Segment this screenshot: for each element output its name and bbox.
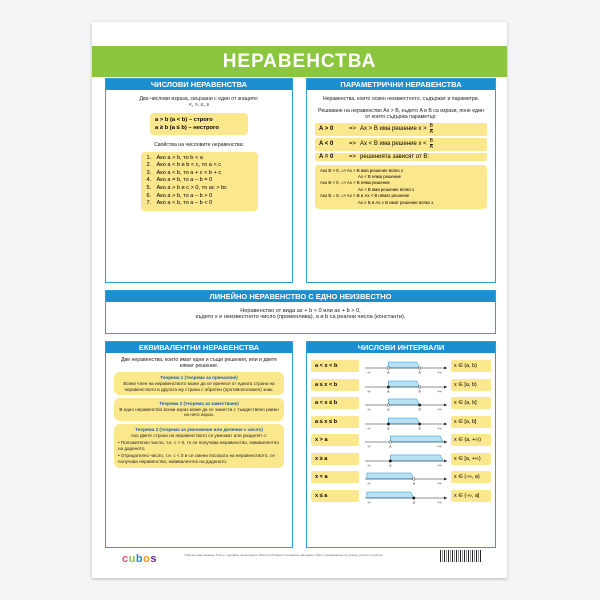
case-arrow: => bbox=[349, 126, 357, 133]
number-line bbox=[361, 469, 449, 485]
case-result: Ax < B има решение x < bbox=[360, 141, 427, 148]
axis-arrow bbox=[444, 478, 447, 481]
prop-text: Ако a < b, то a + c < b + c bbox=[156, 169, 222, 176]
tick-plus-infinity: +∞ bbox=[437, 481, 442, 486]
numeric-panel bbox=[105, 78, 293, 283]
prop-item bbox=[147, 177, 252, 185]
prop-text: Ако a > b, то b < a bbox=[156, 154, 203, 161]
interval-shade bbox=[367, 492, 414, 498]
interval-row bbox=[311, 357, 491, 376]
prop-number: 2. bbox=[146, 162, 152, 169]
nonstrict-line: a ≥ b (a ≤ b) – нестрого bbox=[155, 125, 219, 132]
linear-panel bbox=[105, 290, 496, 334]
number-line bbox=[361, 414, 449, 430]
case-condition: A > 0 bbox=[319, 126, 334, 133]
interval-result: x ∈ (a, +∞) bbox=[451, 434, 491, 446]
cubos-logo bbox=[122, 553, 157, 565]
case-fraction bbox=[430, 124, 433, 135]
tick-a: a bbox=[389, 443, 392, 449]
tick-b: b bbox=[418, 406, 421, 412]
logo-letter: b bbox=[135, 553, 144, 565]
interval-label: x < a bbox=[311, 471, 359, 483]
tick-plus-infinity: +∞ bbox=[437, 370, 442, 375]
interval-row bbox=[311, 468, 491, 487]
logo-letter: c bbox=[122, 553, 129, 565]
case-condition: A = 0 bbox=[319, 153, 334, 160]
fraction-denominator: A bbox=[429, 143, 434, 150]
prop-number: 4. bbox=[146, 177, 152, 184]
number-line-svg bbox=[361, 395, 449, 411]
cases-list bbox=[307, 123, 495, 161]
interval-row bbox=[311, 450, 491, 469]
numeric-signs: <, >, ≤, ≥ bbox=[188, 102, 210, 109]
case-condition: A < 0 bbox=[319, 141, 334, 148]
number-line bbox=[361, 432, 449, 448]
prop-item bbox=[147, 162, 252, 170]
logo-letter: u bbox=[128, 553, 136, 565]
tick-minus-infinity: -∞ bbox=[366, 463, 371, 467]
parametric-intro: Неравенства, които освен неизвестното, съдържат и параметри. bbox=[322, 96, 480, 102]
interval-row bbox=[311, 376, 491, 395]
number-line bbox=[361, 488, 449, 504]
subcase-line: Ако B = 0, => Ax > B и Ax < B нямат решение bbox=[320, 193, 410, 199]
axis-arrow bbox=[444, 404, 447, 407]
tick-minus-infinity: -∞ bbox=[366, 407, 371, 412]
prop-number: 7. bbox=[146, 200, 152, 207]
subcase-line: Ax < B има решение всяко x bbox=[358, 186, 415, 192]
interval-label: x ≥ a bbox=[311, 453, 359, 465]
interval-row bbox=[311, 413, 491, 432]
theorem-1-title: Теорема 1 (теорема за пренасяне) bbox=[160, 375, 238, 381]
case-arrow: => bbox=[349, 153, 357, 160]
number-line-svg bbox=[361, 432, 449, 448]
theorem-2 bbox=[114, 398, 284, 421]
number-line-svg bbox=[361, 488, 449, 504]
interval-shade bbox=[367, 473, 414, 479]
theorem-3-text: Ако двете страни на неравенството се умножат или разделят с: bbox=[130, 432, 268, 438]
prop-text: Ако a = b, то a – b = 0 bbox=[156, 177, 213, 184]
tick-minus-infinity: -∞ bbox=[366, 370, 371, 375]
theorem-1-text: Всеки член на неравенството може да се пренесе от едната страна на неравенството в другата му страна с обратен (противоположен) знак. bbox=[123, 381, 275, 392]
interval-result: x ∈ (a, b] bbox=[451, 397, 491, 409]
interval-shade bbox=[388, 381, 419, 387]
case-row bbox=[315, 138, 487, 151]
number-line-svg bbox=[361, 414, 449, 430]
theorem-3 bbox=[114, 424, 284, 468]
prop-item bbox=[147, 185, 252, 193]
tick-a: a bbox=[387, 369, 390, 375]
fraction-numerator: B bbox=[429, 122, 434, 129]
tick-b: b bbox=[418, 369, 421, 375]
number-line bbox=[361, 451, 449, 467]
tick-b: b bbox=[418, 425, 421, 430]
case-result: решенията зависят от B: bbox=[360, 153, 430, 160]
tick-minus-infinity: -∞ bbox=[366, 426, 371, 430]
prop-item bbox=[147, 170, 252, 178]
tick-plus-infinity: +∞ bbox=[437, 500, 442, 504]
tick-a: a bbox=[387, 388, 390, 393]
interval-label: a < x < b bbox=[311, 360, 359, 372]
theorem-1 bbox=[114, 372, 284, 395]
tick-minus-infinity: -∞ bbox=[366, 481, 371, 486]
interval-shade bbox=[388, 418, 419, 424]
intervals-list bbox=[307, 357, 495, 505]
number-line-svg bbox=[361, 358, 449, 374]
numeric-intro: Два числови израза, свързани с един от знаците: bbox=[139, 96, 259, 102]
subcase-line: Ax ≤ B и Ax ≥ B имат решение всяко x bbox=[358, 199, 434, 205]
interval-label: x ≤ a bbox=[311, 490, 359, 502]
linear-line1: Неравенство от вида ax + b < 0 или ax + b > 0, bbox=[240, 308, 361, 314]
case-row bbox=[315, 153, 487, 161]
prop-item bbox=[147, 155, 252, 163]
parametric-header: ПАРАМЕТРИЧНИ НЕРАВЕНСТВА bbox=[307, 79, 495, 90]
interval-result: x ∈ (-∞, a] bbox=[451, 490, 491, 502]
linear-header: ЛИНЕЙНО НЕРАВЕНСТВО С ЕДНО НЕИЗВЕСТНО bbox=[106, 291, 495, 302]
theorem-3-bullet-2: • Отрицателно число, т.е. c < 0 и се смени посоката на неравенството, се получава неравенство, еквивалентно на даденото. bbox=[118, 453, 275, 464]
fraction-denominator: A bbox=[429, 128, 434, 135]
prop-text: Ако a < b и b < c, то a < c bbox=[156, 162, 222, 169]
intervals-panel bbox=[306, 341, 496, 548]
theorem-3-title: Теорема 3 (теорема за умножение или деление с число) bbox=[135, 426, 263, 432]
interval-result: x ∈ [a, b] bbox=[451, 416, 491, 428]
interval-shade bbox=[390, 455, 443, 461]
interval-row bbox=[311, 394, 491, 413]
interval-result: x ∈ (-∞, a) bbox=[451, 471, 491, 483]
poster bbox=[92, 22, 507, 578]
subcase-line: Ако B < 0, => Ax > B няма решение bbox=[320, 180, 390, 186]
numeric-header: ЧИСЛОВИ НЕРАВЕНСТВА bbox=[106, 79, 292, 90]
interval-result: x ∈ [a, b) bbox=[451, 379, 491, 391]
subcase-line: Ax < B няма решение bbox=[358, 174, 401, 180]
number-line bbox=[361, 395, 449, 411]
axis-arrow bbox=[444, 441, 447, 444]
interval-shade bbox=[390, 436, 443, 442]
props-list bbox=[141, 152, 258, 211]
prop-number: 1. bbox=[146, 154, 152, 161]
tick-a: a bbox=[412, 499, 415, 504]
interval-shade bbox=[388, 362, 419, 368]
page-title: НЕРАВЕНСТВА bbox=[92, 46, 507, 77]
interval-result: x ∈ [a, +∞) bbox=[451, 453, 491, 465]
parametric-panel bbox=[306, 78, 496, 283]
prop-number: 5. bbox=[146, 184, 152, 191]
prop-number: 6. bbox=[146, 192, 152, 199]
tick-plus-infinity: +∞ bbox=[437, 426, 442, 430]
interval-label: x > a bbox=[311, 434, 359, 446]
tick-minus-infinity: -∞ bbox=[366, 500, 371, 504]
footer-fine-print: © Всички права запазени. Текстът и дизайнът на нагледното табло са собственост на издателя. Нагледното табло е предназначено за ученици, учители и родители. bbox=[184, 554, 384, 557]
interval-row bbox=[311, 431, 491, 450]
subcase-line: Ако B > 0, => Ax > B има решение всяко x bbox=[320, 167, 404, 173]
equivalent-intro: Две неравенства, които имат едни и същи решения, или и двете нямат решение. bbox=[120, 357, 278, 370]
axis-arrow bbox=[444, 422, 447, 425]
parametric-solve: Решаване на неравенство Ax > B, където A и B са изрази, поне един от които съдържа параметър: bbox=[318, 108, 484, 121]
equivalent-panel bbox=[105, 341, 293, 548]
interval-row bbox=[311, 487, 491, 506]
number-line-svg bbox=[361, 377, 449, 393]
axis-arrow bbox=[444, 496, 447, 499]
case-arrow: => bbox=[349, 141, 357, 148]
interval-label: a < x ≤ b bbox=[311, 397, 359, 409]
interval-label: a ≤ x < b bbox=[311, 379, 359, 391]
tick-minus-infinity: -∞ bbox=[366, 444, 371, 449]
case-fraction bbox=[430, 139, 433, 150]
tick-b: b bbox=[418, 388, 421, 393]
equivalent-header: ЕКВИВАЛЕНТНИ НЕРАВЕНСТВА bbox=[106, 342, 292, 353]
prop-text: Ако a > b и c > 0, то ac > bc bbox=[156, 184, 227, 191]
theorem-2-title: Теорема 2 (теорема за заместване) bbox=[159, 401, 239, 407]
axis-arrow bbox=[444, 459, 447, 462]
logo-letter: s bbox=[150, 553, 157, 565]
interval-shade bbox=[388, 399, 419, 405]
theorem-3-bullet-1: • Положително число, т.е. c > 0, то се получава неравенство, еквивалентно на даденото. bbox=[118, 440, 279, 451]
case-row bbox=[315, 123, 487, 136]
prop-item bbox=[147, 193, 252, 201]
prop-text: Ако a > b, то a – b > 0 bbox=[156, 192, 213, 199]
number-line-svg bbox=[361, 469, 449, 485]
tick-plus-infinity: +∞ bbox=[437, 389, 442, 393]
interval-result: x ∈ (a, b) bbox=[451, 360, 491, 372]
axis-arrow bbox=[444, 367, 447, 370]
number-line-svg bbox=[361, 451, 449, 467]
prop-text: Ако a < b, то a – b < 0 bbox=[156, 200, 213, 207]
fraction-numerator: B bbox=[429, 137, 434, 144]
theorem-2-text: В едно неравенство всеки израз може да се замести с тъждествено равен на него израз. bbox=[119, 406, 279, 418]
tick-a: a bbox=[412, 480, 415, 486]
tick-minus-infinity: -∞ bbox=[366, 389, 371, 393]
interval-label: a ≤ x ≤ b bbox=[311, 416, 359, 428]
tick-a: a bbox=[387, 406, 390, 412]
number-line bbox=[361, 358, 449, 374]
prop-number: 3. bbox=[146, 169, 152, 176]
linear-line2: където x е неизвестното число (променлива), a и b са реални числа (константи). bbox=[195, 314, 406, 321]
strict-box bbox=[150, 113, 248, 135]
tick-plus-infinity: +∞ bbox=[437, 463, 442, 467]
tick-a: a bbox=[389, 462, 392, 467]
intervals-header: ЧИСЛОВИ ИНТЕРВАЛИ bbox=[307, 342, 495, 353]
strict-line: a > b (a < b) – строго bbox=[155, 117, 213, 124]
prop-item bbox=[147, 200, 252, 208]
tick-plus-infinity: +∞ bbox=[437, 444, 442, 449]
axis-arrow bbox=[444, 385, 447, 388]
props-title: Свойства на числовите неравенства: bbox=[154, 142, 244, 149]
case-result: Ax > B има решение x > bbox=[360, 126, 427, 133]
number-line bbox=[361, 377, 449, 393]
tick-a: a bbox=[387, 425, 390, 430]
barcode bbox=[440, 550, 482, 562]
logo-letter: o bbox=[143, 553, 151, 565]
tick-plus-infinity: +∞ bbox=[437, 407, 442, 412]
subcases-box bbox=[315, 165, 487, 209]
